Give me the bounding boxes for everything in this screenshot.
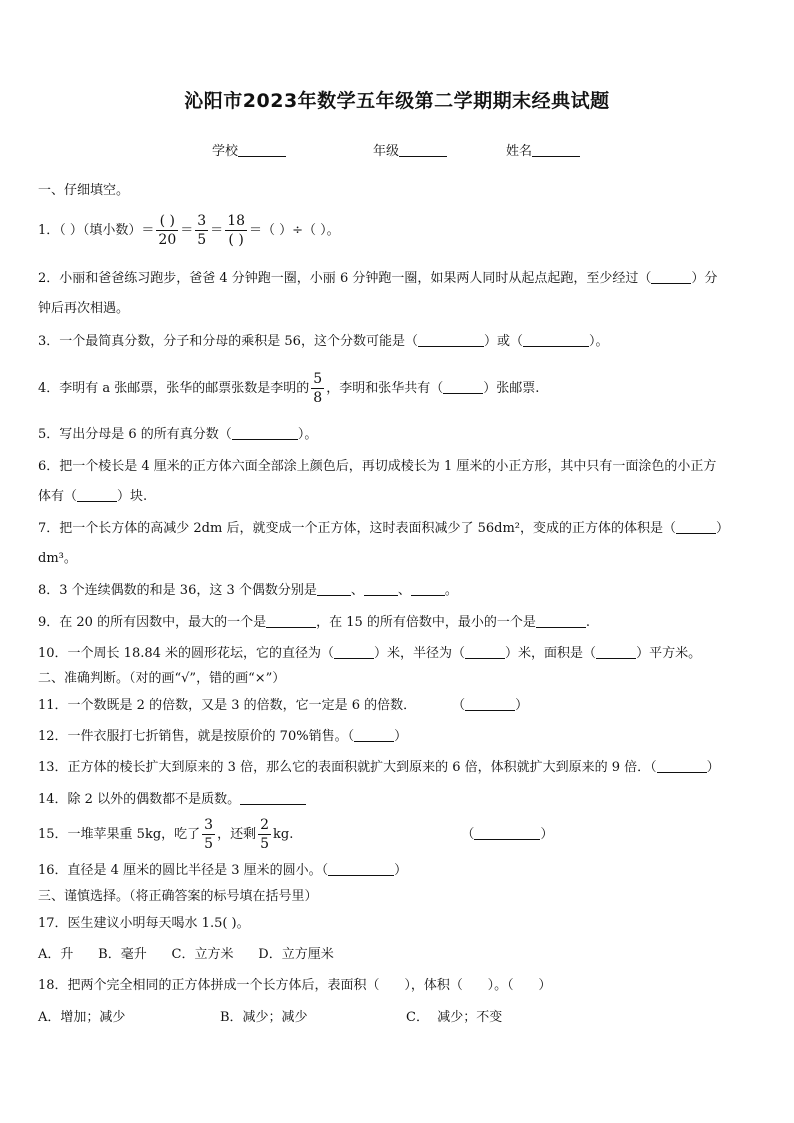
q15-paren-close: ）: [540, 827, 554, 842]
question-17-options[interactable]: A．升 B．毫升 C．立方米 D．立方厘米: [38, 947, 334, 962]
q9-blank-1[interactable]: [266, 615, 316, 628]
q18-option-a[interactable]: A．增加；减少: [38, 1010, 126, 1025]
q4-text-a: 4．李明有 a 张邮票，张华的邮票张数是李明的: [38, 381, 310, 396]
q1-f2-denominator: 5: [197, 232, 207, 248]
q1-f3-numerator: 18: [227, 213, 246, 229]
q4-denominator: 8: [313, 390, 323, 406]
q6-text-a: 体有（: [38, 489, 78, 504]
question-3: [38, 333, 608, 351]
q8-end: 。: [444, 583, 458, 598]
q1-fraction-3: [225, 212, 247, 249]
q15-text-a: 15．一堆苹果重 5kg，吃了: [38, 827, 201, 842]
q10-blank-1[interactable]: [334, 646, 374, 659]
q12-paren-close: ）: [394, 729, 408, 744]
question-6: 6．把一个棱长是 4 厘米的正方体六面全部涂上颜色后，再切成棱长为 1 厘米的小正方形，其中只有一面涂色的小正方: [38, 459, 717, 474]
q9-blank-2[interactable]: [536, 615, 586, 628]
q4-text-c: ）张邮票.: [483, 381, 540, 396]
q6-text-b: ）块.: [117, 489, 148, 504]
q9-text-a: 9．在 20 的所有因数中，最大的一个是: [38, 615, 267, 630]
q8-sep-1: 、: [350, 583, 364, 598]
q8-blank-2[interactable]: [364, 583, 398, 596]
q7-answer-blank[interactable]: [676, 521, 716, 534]
q9-text-c: .: [585, 615, 591, 630]
question-11: [38, 697, 528, 715]
q10-blank-2[interactable]: [465, 646, 505, 659]
question-7-cont: dm³。: [38, 551, 77, 566]
name-label: 姓名: [506, 144, 533, 159]
section-heading-3: 三、谨慎选择。（将正确答案的标号填在括号里）: [38, 889, 318, 904]
q11-text: 11．一个数既是 2 的倍数，又是 3 的倍数，它一定是 6 的倍数．: [38, 698, 417, 713]
q10-text-c: ）米，面积是（: [505, 646, 597, 661]
q13-text: 13．正方体的棱长扩大到原来的 3 倍，那么它的表面积就扩大到原来的 6 倍，体积就扩大到原来的 9 倍．（: [38, 760, 657, 775]
q2-answer-blank[interactable]: [651, 271, 691, 284]
q10-text-d: ）平方米。: [636, 646, 702, 661]
q1-prefix: 1．（ ）（填小数）＝: [38, 223, 155, 238]
section-heading-1: 一、仔细填空。: [38, 183, 130, 198]
question-14: [38, 791, 306, 809]
q18-option-c[interactable]: C． 减少；不变: [406, 1010, 503, 1025]
q15-f2-denominator: 5: [260, 836, 270, 852]
q1-f2-numerator: 3: [197, 213, 207, 229]
q10-blank-3[interactable]: [596, 646, 636, 659]
school-field: [212, 140, 286, 159]
q7-text-b: ）: [716, 521, 730, 536]
q3-text-a: 3．一个最简真分数，分子和分母的乘积是 56，这个分数可能是（: [38, 334, 418, 349]
q2-text-a: 2．小丽和爸爸练习跑步，爸爸 4 分钟跑一圈，小丽 6 分钟跑一圈，如果两人同时从起点起跑，至少经过（: [38, 271, 652, 286]
q1-fraction-2: [195, 212, 208, 249]
q7-text-a: 7．把一个长方体的高减少 2dm 后，就变成一个正方体，这时表面积减少了 56dm²，变成的正方体的体积是（: [38, 521, 676, 536]
name-field: [506, 140, 580, 159]
q1-fraction-1: [156, 212, 178, 249]
q16-answer-blank[interactable]: [328, 863, 394, 876]
q1-equals-1: ＝: [180, 223, 194, 238]
q16-text: 16．直径是 4 厘米的圆比半径是 3 厘米的圆小。（: [38, 863, 329, 878]
q1-f1-denominator: 20: [158, 232, 177, 248]
grade-label: 年级: [373, 144, 400, 159]
q8-text-a: 8．3 个连续偶数的和是 36，这 3 个偶数分别是: [38, 583, 317, 598]
q1-suffix: ＝（ ）÷（ ）。: [249, 223, 340, 238]
q11-paren-close: ）: [515, 698, 529, 713]
q5-answer-blank[interactable]: [232, 427, 298, 440]
section-heading-2: 二、准确判断。（对的画“√”，错的画“×”）: [38, 671, 286, 686]
q3-blank-2[interactable]: [523, 334, 589, 347]
q8-blank-1[interactable]: [317, 583, 351, 596]
question-10: [38, 645, 701, 663]
question-8: [38, 582, 458, 600]
grade-blank[interactable]: [399, 143, 447, 157]
q12-text: 12．一件衣服打七折销售，就是按原价的 70%销售。（: [38, 729, 355, 744]
q15-paren-open: （: [461, 827, 475, 842]
q18-option-b[interactable]: B．减少；减少: [220, 1010, 308, 1025]
q12-answer-blank[interactable]: [354, 729, 394, 742]
q15-fraction-1: [202, 816, 215, 853]
question-17: 17．医生建议小明每天喝水 1.5( )。: [38, 916, 250, 931]
q14-text: 14．除 2 以外的偶数都不是质数。: [38, 792, 241, 807]
q1-f3-denominator[interactable]: ( ): [228, 232, 244, 248]
question-4: [38, 370, 539, 407]
q4-text-b: ，李明和张华共有（: [326, 381, 444, 396]
question-16: [38, 862, 407, 880]
school-label: 学校: [212, 144, 239, 159]
q16-paren-close: ）: [394, 863, 408, 878]
q15-f1-denominator: 5: [204, 836, 214, 852]
q1-f1-numerator[interactable]: ( ): [159, 213, 175, 229]
q6-answer-blank[interactable]: [77, 489, 117, 502]
q4-fraction: [311, 370, 324, 407]
q15-f2-numerator: 2: [260, 817, 270, 833]
question-7: [38, 520, 729, 538]
question-12: [38, 728, 407, 746]
q5-text-b: ）。: [297, 427, 318, 442]
q10-text-b: ）米，半径为（: [374, 646, 466, 661]
page-title: 沁阳市2023年数学五年级第二学期期末经典试题: [184, 90, 610, 112]
q15-text-b: ，还剩: [217, 827, 257, 842]
school-blank[interactable]: [238, 143, 286, 157]
q15-text-c: kg.: [273, 827, 294, 842]
q8-blank-3[interactable]: [411, 583, 445, 596]
name-blank[interactable]: [532, 143, 580, 157]
question-13: [38, 759, 720, 777]
q4-answer-blank[interactable]: [443, 381, 483, 394]
q10-text-a: 10．一个周长 18.84 米的圆形花坛，它的直径为（: [38, 646, 335, 661]
question-15: [38, 816, 553, 853]
q11-paren-open: （: [452, 698, 466, 713]
question-5: [38, 426, 317, 444]
question-6-cont: [38, 488, 147, 506]
question-2: [38, 270, 717, 288]
q15-fraction-2: [258, 816, 271, 853]
grade-field: [373, 140, 447, 159]
question-18: 18．把两个完全相同的正方体拼成一个长方体后，表面积（ ），体积（ ）。（ ）: [38, 978, 552, 993]
q13-answer-blank[interactable]: [657, 760, 707, 773]
q8-sep-2: 、: [397, 583, 411, 598]
q3-text-c: ）。: [588, 334, 609, 349]
q3-text-b: ）或（: [483, 334, 523, 349]
question-2-cont: 钟后再次相遇。: [38, 301, 130, 316]
q4-numerator: 5: [313, 371, 323, 387]
q15-answer-blank[interactable]: [474, 827, 540, 840]
q1-equals-2: ＝: [210, 223, 224, 238]
q3-blank-1[interactable]: [418, 334, 484, 347]
q15-f1-numerator: 3: [204, 817, 214, 833]
q2-text-b: ）分: [691, 271, 718, 286]
q13-paren-close: ）: [706, 760, 720, 775]
q11-answer-blank[interactable]: [465, 698, 515, 711]
question-9: [38, 614, 590, 632]
q14-answer-blank[interactable]: [240, 792, 306, 805]
q9-text-b: ，在 15 的所有倍数中，最小的一个是: [316, 615, 536, 630]
q5-text-a: 5．写出分母是 6 的所有真分数（: [38, 427, 232, 442]
question-1: [38, 212, 340, 249]
